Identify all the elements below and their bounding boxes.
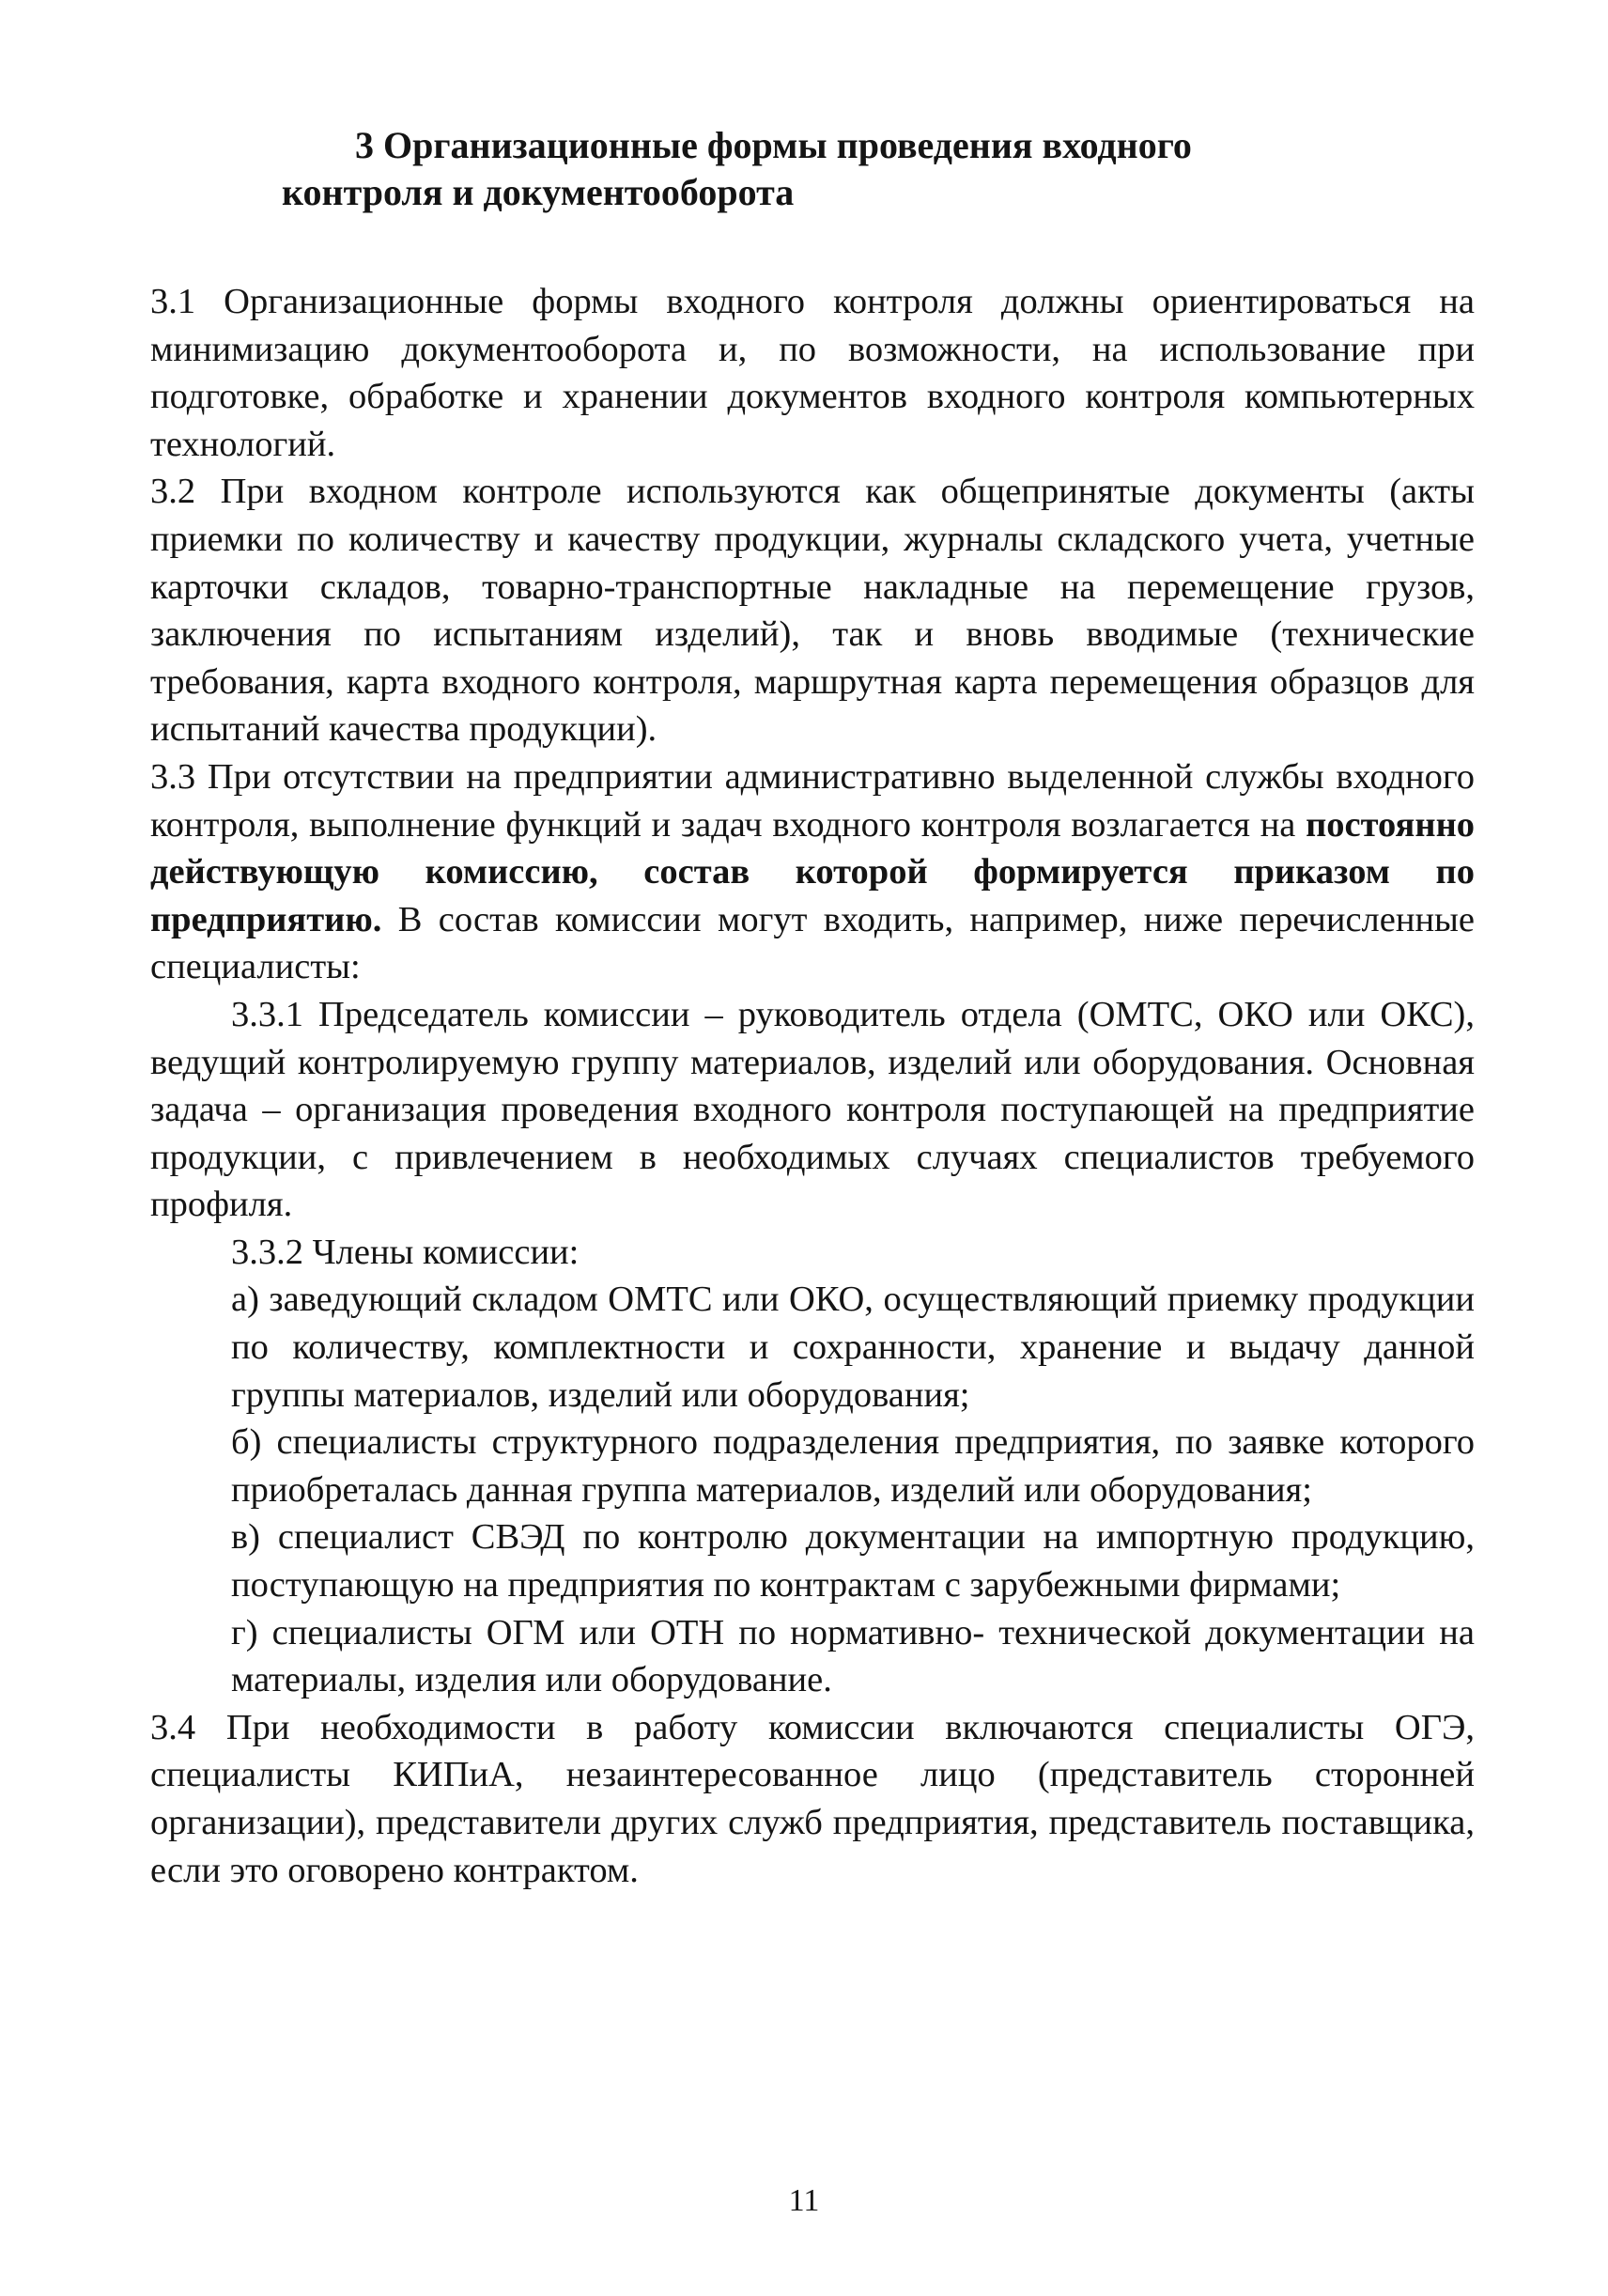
paragraph-3-3-text-end: В состав комиссии могут входить, например, ниже перечисленные специалисты: xyxy=(150,899,1475,987)
list-item-b: б) специалисты структурного подразделения предприятия, по заявке которого приобреталась данная группа материалов, изделий или оборудования; xyxy=(231,1422,1475,1510)
paragraph-3-3-2: 3.3.2 Члены комиссии: xyxy=(231,1232,580,1272)
paragraph-3-4: 3.4 При необходимости в работу комиссии включаются специалисты ОГЭ, специалисты КИПиА, незаинтересованное лицо (представитель сторонней организации), представители других служб предприятия, представитель поставщика, если это оговорено контрактом. xyxy=(150,1707,1475,1890)
paragraph-3-1: 3.1 Организационные формы входного контроля должны ориентироваться на минимизацию документооборота и, по возможности, на использование при подготовке, обработке и хранении документов входного контроля компьютерных технологий. xyxy=(150,282,1475,464)
paragraph-3-3-text: 3.3 При отсутствии на предприятии административно выделенной службы входного контроля, выполнение функций и задач входного контроля возлагается на xyxy=(150,756,1475,845)
paragraph-3-3-bold-text: постоянно действующую комиссию, состав которой формируется приказом по предприятию. xyxy=(150,804,1475,939)
paragraph-3-3 xyxy=(150,753,1475,991)
section-title xyxy=(150,122,1475,216)
paragraph-3-2: 3.2 При входном контроле используются как общепринятые документы (акты приемки по количеству и качеству продукции, журналы складского учета, учетные карточки складов, товарно-транспортные накладные на перемещение грузов, заключения по испытаниям изделий), так и вновь вводимые (технические требования, карта входного контроля, маршрутная карта перемещения образцов для испытаний качества продукции). xyxy=(150,472,1475,750)
section-title-line-2: контроля и документооборота xyxy=(282,171,795,213)
document-page xyxy=(150,122,1475,1894)
list-item-v: в) специалист СВЭД по контролю документации на импортную продукцию, поступающую на предприятия по контрактам с зарубежными фирмами; xyxy=(231,1517,1475,1606)
list-item-a: а) заведующий складом ОМТС или ОКО, осуществляющий приемку продукции по количеству, комплектности и сохранности, хранение и выдачу данной группы материалов, изделий или оборудования; xyxy=(231,1280,1475,1415)
list-item-g: г) специалисты ОГМ или ОТН по нормативно- технической документации на материалы, изделия или оборудование. xyxy=(231,1612,1475,1700)
section-title-line-1: 3 Организационные формы проведения входного xyxy=(355,124,1192,166)
page-number: 11 xyxy=(788,2183,820,2218)
paragraph-3-3-1: 3.3.1 Председатель комиссии – руководитель отдела (ОМТС, ОКО или ОКС), ведущий контролируемую группу материалов, изделий или оборудования. Основная задача – организация проведения входного контроля поступающей на предприятие продукции, с привлечением в необходимых случаях специалистов требуемого профиля. xyxy=(150,994,1475,1225)
